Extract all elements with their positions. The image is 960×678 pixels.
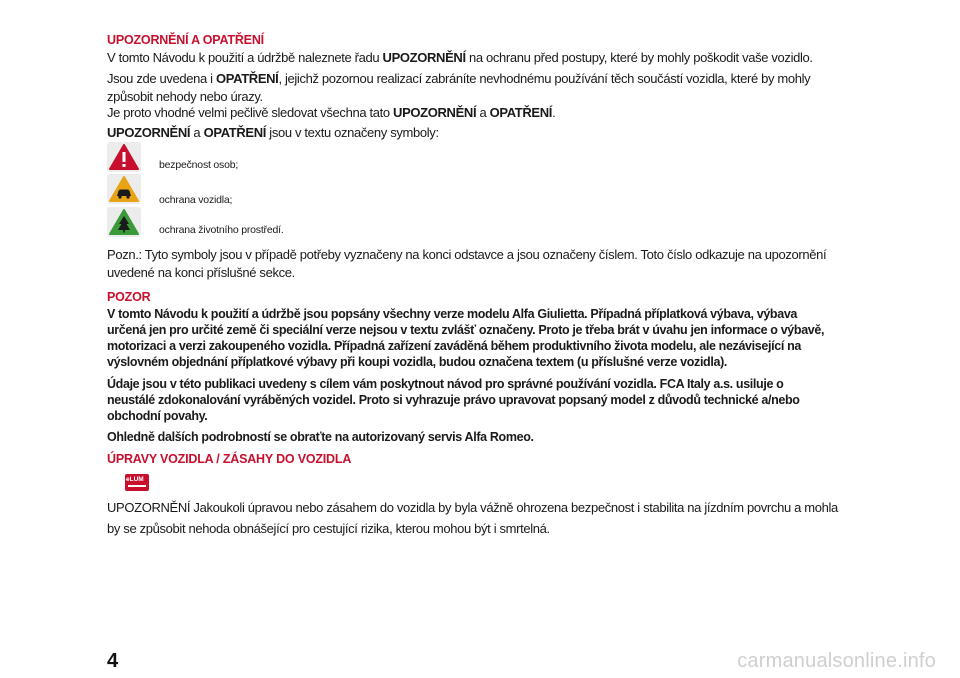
elum-badge-label: eLUM bbox=[126, 476, 144, 483]
watermark: carmanualsonline.info bbox=[737, 650, 936, 672]
symbol-label: bezpečnost osob; bbox=[159, 159, 239, 171]
symbol-label: ochrana vozidla; bbox=[159, 194, 233, 206]
elum-badge-line bbox=[128, 485, 146, 487]
vehicle-protection-warning-icon bbox=[107, 174, 141, 204]
symbol-row-person bbox=[107, 142, 507, 172]
paragraph-follow: Je proto vhodné velmi pečlivě sledovat všechna tato UPOZORNĚNÍ a OPATŘENÍ. bbox=[107, 105, 556, 120]
symbol-label: ochrana životního prostředí. bbox=[159, 224, 284, 236]
symbol-row-vehicle bbox=[107, 174, 507, 204]
paragraph-precautions: Jsou zde uvedena i OPATŘENÍ, jejichž pozornou realizací zabráníte nevhodnému používání těch součástí vozidla, které by mohly způsobit nehody nebo úrazy. bbox=[107, 71, 811, 104]
section-heading-warnings: UPOZORNĚNÍ A OPATŘENÍ bbox=[107, 33, 264, 47]
paragraph-symbols-intro: UPOZORNĚNÍ a OPATŘENÍ jsou v textu označeny symboly: bbox=[107, 125, 439, 140]
paragraph-note: Pozn.: Tyto symboly jsou v případě potřeby vyznačeny na konci odstavce a jsou označeny číslem. Toto číslo odkazuje na upozornění uvedené na konci příslušné sekce. bbox=[107, 247, 827, 280]
paragraph-modifications-warning: UPOZORNĚNÍ Jakoukoli úpravou nebo zásahem do vozidla by byla vážně ohrozena bezpečnost i stabilita na jízdním povrchu a mohla by se způsobit nehoda obnášející pro cestující rizika, kterou mohou být i smrtelná. bbox=[107, 500, 838, 536]
section-heading-modifications: ÚPRAVY VOZIDLA / ZÁSAHY DO VOZIDLA bbox=[107, 452, 352, 466]
symbol-row-environment bbox=[107, 207, 507, 237]
section-heading-pozor: POZOR bbox=[107, 290, 151, 304]
pozor-block-service: Ohledně dalších podrobností se obraťte na autorizovaný servis Alfa Romeo. bbox=[107, 430, 534, 444]
paragraph-intro: V tomto Návodu k použití a údržbě naleznete řadu UPOZORNĚNÍ na ochranu před postupy, které by mohly poškodit vaše vozidlo. bbox=[107, 50, 813, 65]
elum-badge-icon bbox=[125, 474, 149, 491]
environment-protection-warning-icon bbox=[107, 207, 141, 237]
pozor-block-versions: V tomto Návodu k použití a údržbě jsou popsány všechny verze modelu Alfa Giulietta. Případná příplatková výbava, výbava určená jen pro určité země či speciální verze nejsou v textu zvlášť označeny. Proto je třeba brát v úvahu jen informace o výbavě, motorizaci a verzi zakoupeného vozidla. Případná zařízení zaváděná během produktivního života modelu, ale nezávisející na výslovném objednání příplatkové výbavy při koupi vozidla, budou označena textem (u příslušné verze vozidla). bbox=[107, 307, 825, 369]
page-number: 4 bbox=[107, 650, 119, 672]
pozor-block-publication: Údaje jsou v této publikaci uvedeny s cílem vám poskytnout návod pro správné používání vozidla. FCA Italy a.s. usiluje o neustálé zdokonalování vyráběných vozidel. Proto si vyhrazuje právo upravovat popsaný model z důvodů technické a/nebo obchodní povahy. bbox=[107, 377, 800, 423]
person-safety-warning-icon bbox=[107, 142, 141, 172]
